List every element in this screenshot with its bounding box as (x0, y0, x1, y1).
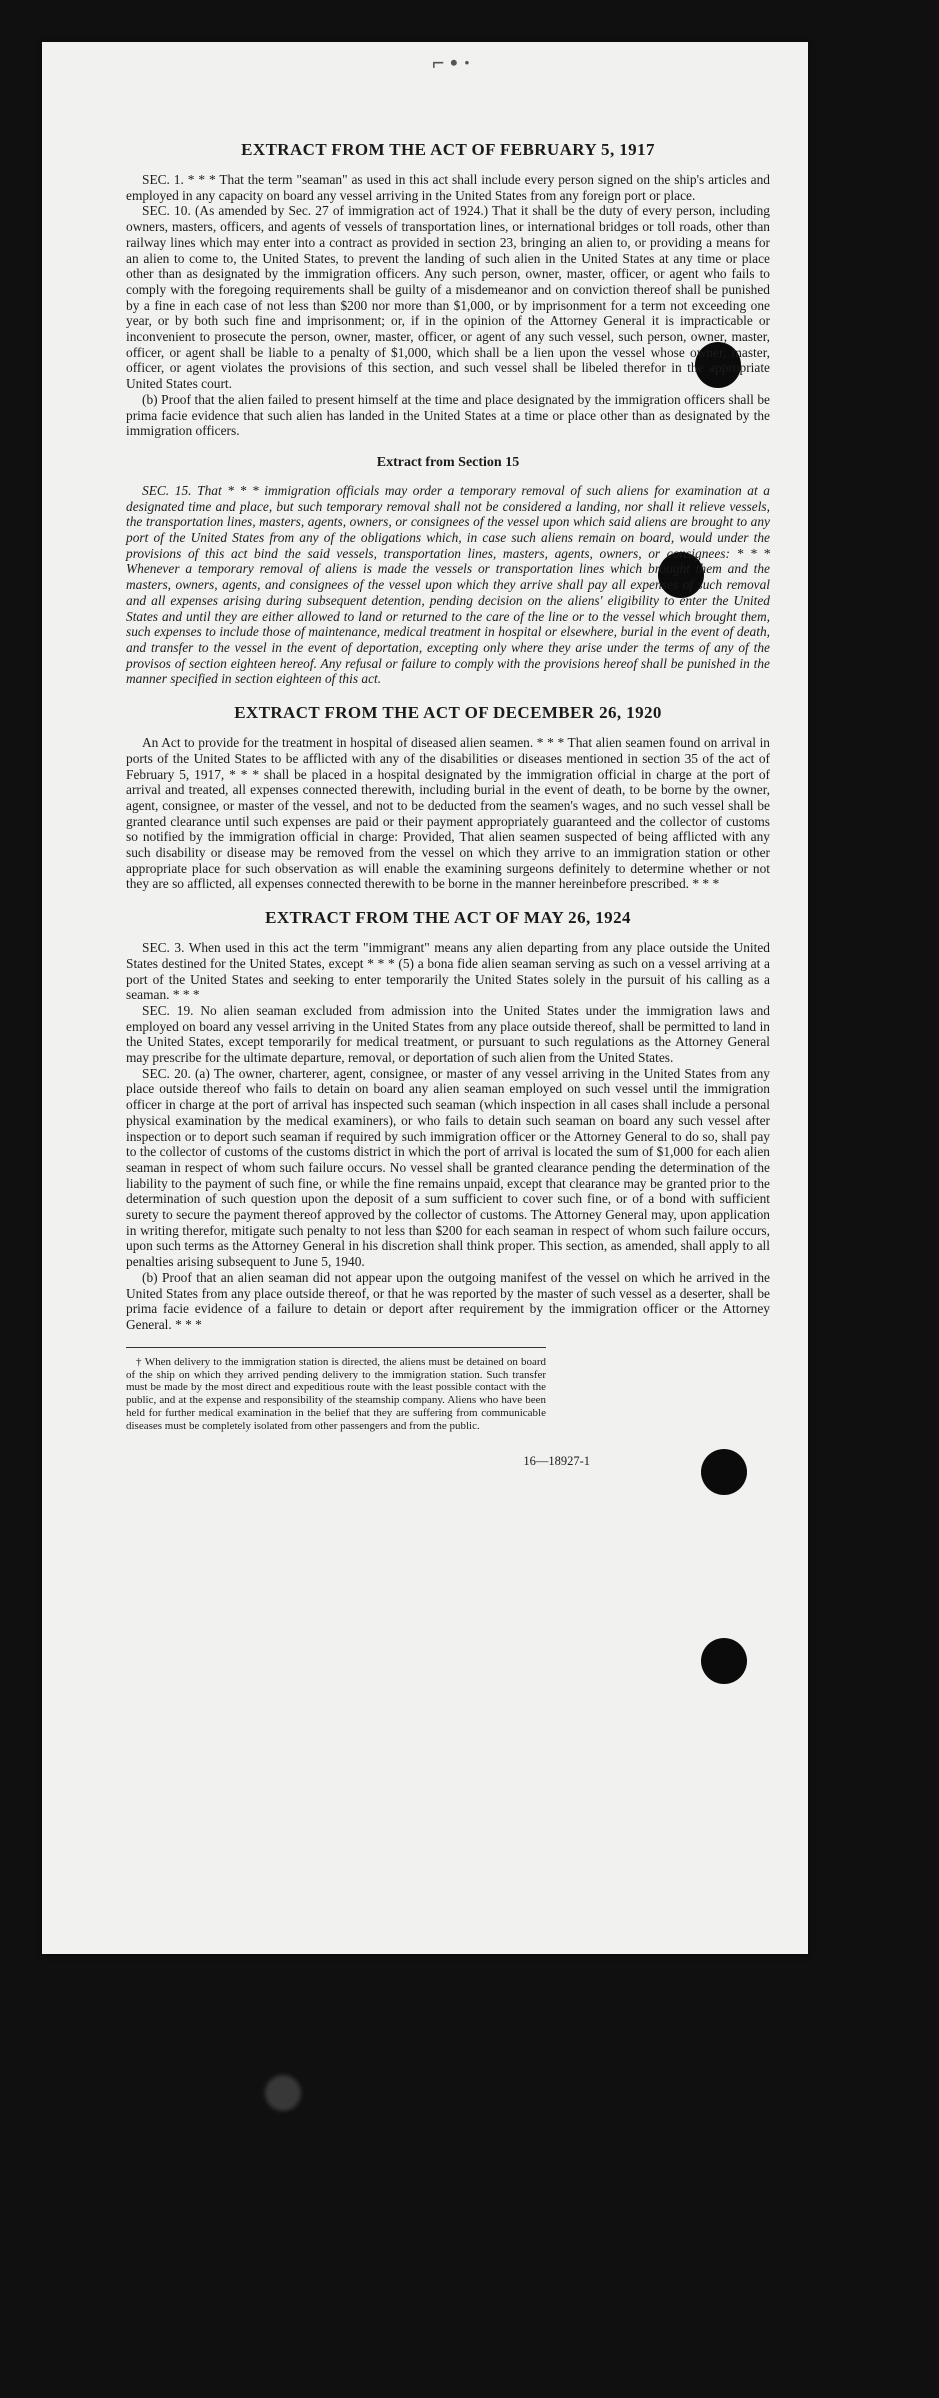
paragraph: (b) Proof that the alien failed to present himself at the time and place designated by the immigration officers shall be prima facie evidence that such alien has landed in the United States at a time or place other than as designated by the immigration officers. (126, 391, 770, 439)
punch-hole-4 (701, 1638, 747, 1684)
paragraph: SEC. 15. That * * * immigration officials may order a temporary removal of such aliens for examination at a designated time and place, but such temporary removal shall not be considered a landing, nor shall it relieve vessels, the transportation lines, masters, agents, owners, or consignees of the vessel upon which said aliens are brought to any port of the United States from any of the obligations which, in case such aliens remain on board, would under the provisions of this act bind the said vessels, transportation lines, masters, agents, owners, or consignees: * * * Whenever a temporary removal of aliens is made the vessels or transportation lines which brought them and the masters, owners, agents, and consignees of the vessel upon which they arrive shall pay all expenses of such removal and all expenses arising during subsequent detention, pending decision on the aliens' eligibility to enter the United States and until they are either allowed to land or returned to the care of the line or to the vessel which brought them, such expenses to include those of maintenance, medical treatment in hospital or elsewhere, burial in the event of death, and transfer to the vessel in the event of deportation, excepting only where they arise under the terms of any of the provisos of section eighteen hereof. Any refusal or failure to comply with the provisions hereof shall be punished in the manner specified in section eighteen of this act. (126, 482, 770, 687)
document-number: 16—18927-1 (523, 1454, 590, 1469)
document-body (126, 140, 770, 1469)
paragraph: (b) Proof that an alien seaman did not appear upon the outgoing manifest of the vessel on which he arrived in the United States from any place outside thereof, or that he was reported by the master of such vessel as a deserter, shall be prima facie evidence of a failure to detain or deport after requirement by the immigration officer or the Attorney General. * * * (126, 1269, 770, 1332)
paragraph: SEC. 3. When used in this act the term "immigrant" means any alien departing from any place outside the United States destined for the United States, except * * * (5) a bona fide alien seaman serving as such on a vessel arriving at a port of the United States and seeking to enter temporarily the United States solely in the pursuit of his calling as a seaman. * * * (126, 940, 770, 1003)
footnote-text: † When delivery to the immigration station is directed, the aliens must be detained on board of the ship on which they arrived pending delivery to the immigration station. Such transfer must be made by the most direct and expeditious route with the least possible contact with the public, and at the expense and responsibility of the steamship company. Aliens who have been held for further medical examination in the belief that they are suffering from communicable diseases must be completely isolated from other passengers and from the public. (126, 1355, 546, 1432)
paragraph: SEC. 1. * * * That the term "seaman" as used in this act shall include every person signed on the ship's articles and employed in any capacity on board any vessel arriving in the United States from any foreign port or place. (126, 172, 770, 203)
section-heading: EXTRACT FROM THE ACT OF MAY 26, 1924 (265, 908, 631, 928)
section-heading: EXTRACT FROM THE ACT OF FEBRUARY 5, 1917 (241, 140, 655, 159)
paragraph: SEC. 10. (As amended by Sec. 27 of immigration act of 1924.) That it shall be the duty of every person, including owners, masters, officers, and agents of vessels of transportation lines, or international bridges or toll roads, other than railway lines which may enter into a contract as provided in section 23, bringing an alien to, or providing a means for an alien to come to, the United States, to prevent the landing of such alien in the United States at any time or place other than as designated by the immigration officers. Any such person, owner, master, officer, or agent who fails to comply with the foregoing requirements shall be guilty of a misdemeanor and on conviction thereof shall be punished by a fine in each case of not less than $200 nor more than $1,000, or by imprisonment for a term not exceeding one year, or by both such fine and imprisonment; or, if in the opinion of the Attorney General it is impracticable or inconvenient to prosecute the person, owner, master, officer, or agent of any such vessel, such person, owner, master, officer, or agent shall be liable to a penalty of $1,000, which shall be a lien upon the vessel whose owner, master, officer, or agent violates the provisions of this section, and such vessel shall be libeled therefor in the appropriate United States court. (126, 203, 770, 392)
paragraph: SEC. 20. (a) The owner, charterer, agent, consignee, or master of any vessel arriving in the United States from any place outside thereof who fails to detain on board any alien seaman employed on such vessel until the immigration officer in charge at the port of arrival has inspected such seaman (which inspection in all cases shall include a personal physical examination by the medical examiners), or who fails to detain such seaman on board any such vessel after inspection or to deport such seaman if required by such immigration officer or the Attorney General to do so, shall pay to the collector of customs of the customs district in which the port of arrival is located the sum of $1,000 for each alien seaman in respect of whom such failure occurs. No vessel shall be granted clearance pending the determination of the liability to the payment of such fine, or while the fine remains unpaid, except that clearance may be granted prior to the determination of such question upon the deposit of a sum sufficient to cover such fine, or of a bond with sufficient surety to secure the payment thereof approved by the collector of customs. The Attorney General may, upon application in writing therefor, mitigate such penalty to not less than $200 for each seaman in respect of whom such failure occurs, upon such terms as the Attorney General in his discretion shall think proper. This section, as amended, shall apply to all penalties arising subsequent to June 5, 1940. (126, 1065, 770, 1270)
smudge-mark (265, 2075, 301, 2111)
section-subheading: Extract from Section 15 (376, 454, 520, 470)
footnote (126, 1347, 546, 1433)
document-page (42, 42, 808, 1954)
paragraph: An Act to provide for the treatment in hospital of diseased alien seamen. * * * That alien seamen found on arrival in ports of the United States to be afflicted with any of the disabilities or diseases mentioned in section 35 of the act of February 5, 1917, * * * shall be placed in a hospital designated by the immigration official in charge at the port of arrival and treated, all expenses connected therewith, including burial in the event of death, to be borne by the owner, agent, consignee, or master of the vessel, and not to be deducted from the seamen's wages, and no such vessel shall be granted clearance until such expenses are paid or their payment appropriately guaranteed and the collector of customs so notified by the immigration official in charge: Provided, That alien seamen suspected of being afflicted with any such disability or disease may be removed from the vessel on which they arrive to an immigration station or other appropriate place for such observation as will enable the examining surgeons definitely to determine whether or not they are so afflicted, all expenses connected therewith to be borne in the manner hereinbefore prescribed. * * * (126, 735, 770, 892)
section-heading: EXTRACT FROM THE ACT OF DECEMBER 26, 1920 (234, 703, 662, 723)
paragraph: SEC. 19. No alien seaman excluded from admission into the United States under the immigration laws and employed on board any vessel arriving in the United States from any place outside thereof, shall be permitted to land in the United States, except temporarily for medical treatment, or pursuant to such regulations as the Attorney General may prescribe for the ultimate departure, removal, or deportation of such alien from the United States. (126, 1002, 770, 1066)
ink-mark: ⌐ • · (432, 50, 471, 75)
